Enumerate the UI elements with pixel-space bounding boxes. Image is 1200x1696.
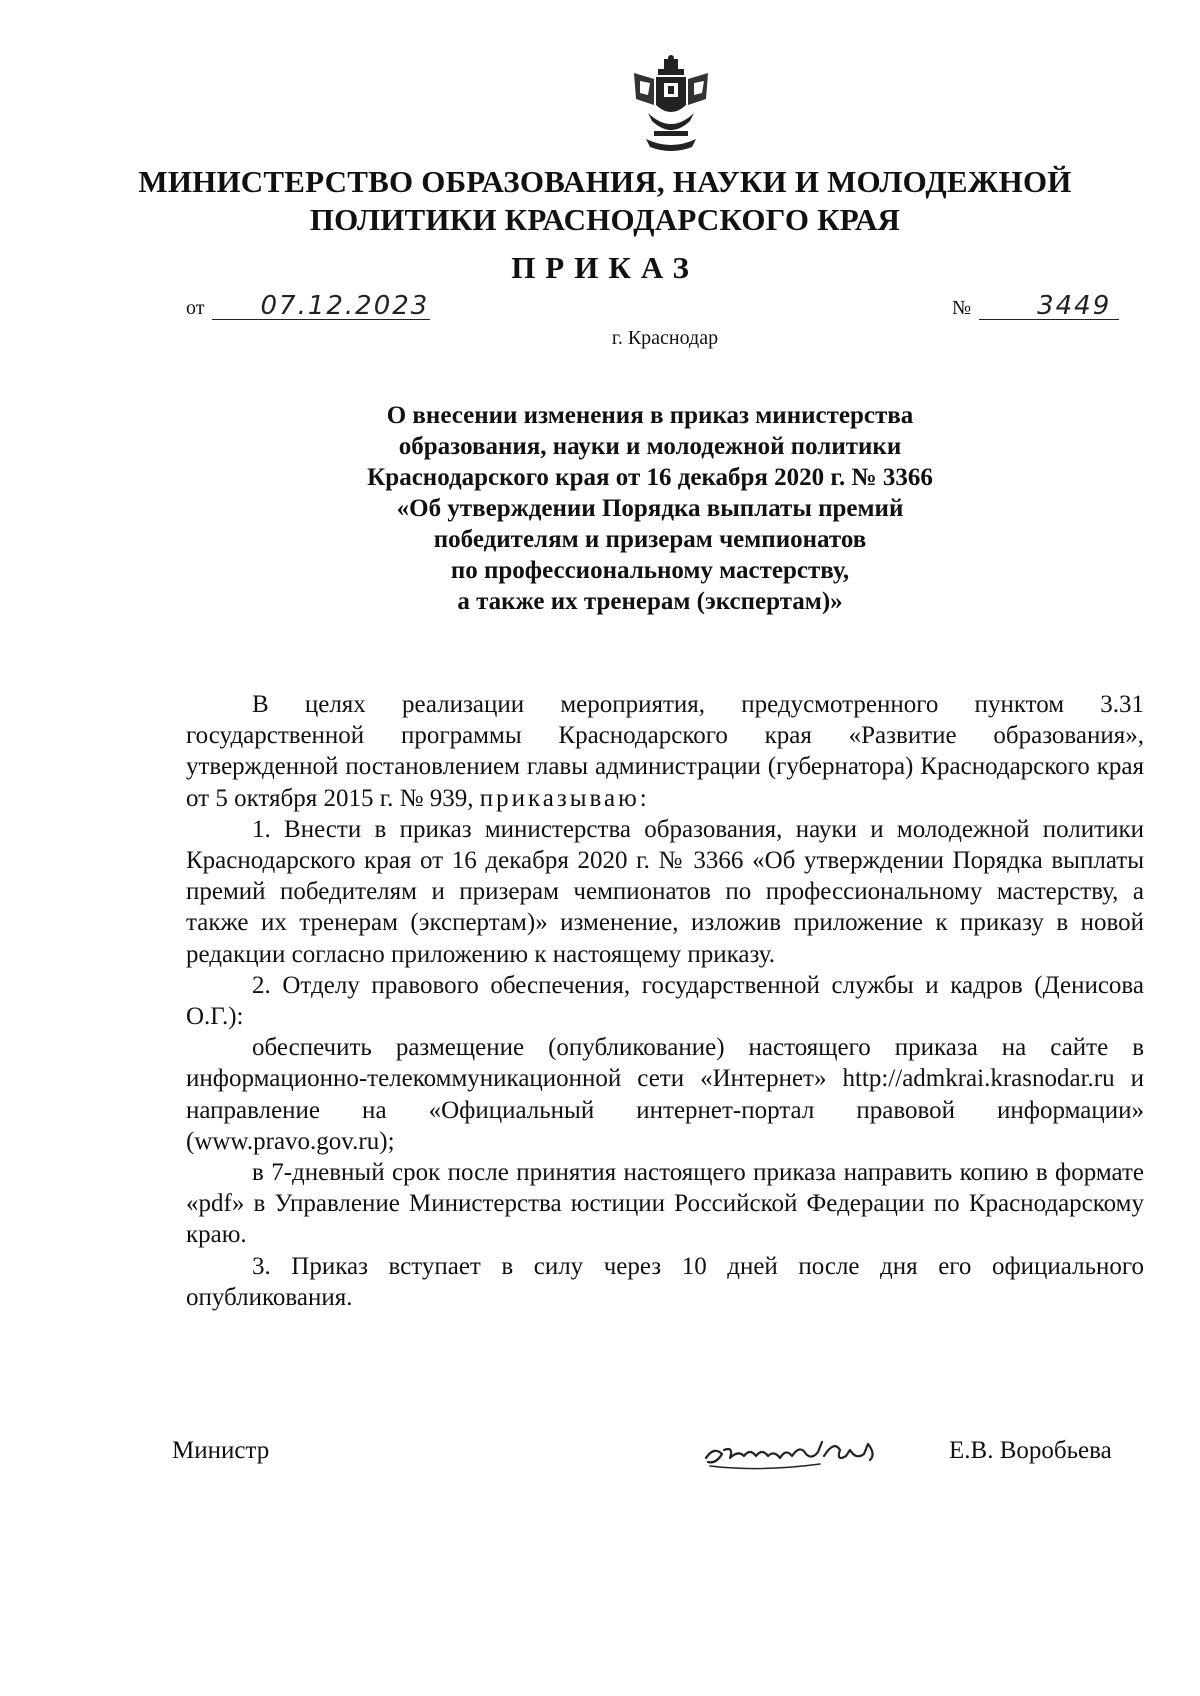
title-line: а также их тренерам (экспертам)»	[457, 588, 843, 615]
ministry-name-line-2: ПОЛИТИКИ КРАСНОДАРСКОГО КРАЯ	[309, 202, 901, 237]
coat-of-arms-icon	[628, 55, 714, 155]
title-line: образования, науки и молодежной политики	[398, 433, 902, 460]
order-body	[186, 689, 1144, 1313]
body-paragraph-item-1: 1. Внести в приказ министерства образования, науки и молодежной политики Краснодарского края от 16 декабря 2020 г. № 3366 «Об утверждении Порядка выплаты премий победителям и призерам чемпионатов по профессиональному мастерству, а также их тренерам (экспертам)» изменение, изложив приложение к приказу в новой редакции согласно приложению к настоящему приказу.	[186, 815, 1144, 968]
body-paragraph-item-2: 2. Отделу правового обеспечения, государственной службы и кадров (Денисова О.Г.):	[186, 971, 1144, 1031]
title-line: победителям и призерам чемпионатов	[433, 526, 867, 553]
title-line: по профессиональному мастерству,	[450, 557, 850, 584]
order-date	[186, 291, 430, 321]
order-verb: приказываю:	[479, 784, 650, 812]
body-paragraph-preamble	[186, 689, 1144, 814]
title-line: «Об утверждении Порядка выплаты премий	[396, 495, 904, 522]
title-line: Краснодарского края от 16 декабря 2020 г. № 3366	[367, 464, 933, 491]
date-value: 07.12.2023	[260, 291, 430, 321]
body-paragraph-item-2-pdf: в 7-дневный срок после принятия настоящего приказа направить копию в формате «pdf» в Управление Министерства юстиции Российской Федерации по Краснодарскому краю.	[186, 1159, 1144, 1249]
preamble-text: В целях реализации мероприятия, предусмотренного пунктом 3.31 государственной программы Краснодарского края «Развитие образования», утвержденной постановлением главы администрации (губернатора) Краснодарского края от 5 октября 2015 г. № 939,	[186, 691, 1144, 812]
number-value: 3449	[1037, 291, 1112, 321]
body-paragraph-item-3: 3. Приказ вступает в силу через 10 дней после дня его официального опубликования.	[186, 1252, 1144, 1311]
ministry-name-line-1: МИНИСТЕРСТВО ОБРАЗОВАНИЯ, НАУКИ И МОЛОДЕЖНОЙ	[138, 164, 1072, 199]
handwritten-signature-icon	[700, 1420, 920, 1480]
signer-role: Министр	[172, 1437, 270, 1464]
date-field	[212, 291, 430, 321]
date-prefix: от	[186, 297, 205, 319]
title-line: О внесении изменения в приказ министерства	[386, 402, 914, 429]
ministry-name	[120, 163, 1090, 239]
body-paragraph-item-2-publish: обеспечить размещение (опубликование) настоящего приказа на сайте в информационно-телекоммуникационной сети «Интернет» http://admkrai.krasnodar.ru и направление на «Официальный интернет-портал правовой информации» (www.pravo.gov.ru);	[186, 1034, 1144, 1155]
number-field	[979, 291, 1119, 321]
city: г. Краснодар	[611, 327, 719, 349]
order-heading: ПРИКАЗ	[511, 250, 699, 285]
number-prefix: №	[952, 297, 972, 319]
order-number	[952, 291, 1119, 321]
order-title	[200, 400, 1100, 617]
signer-name: Е.В. Воробьева	[949, 1437, 1112, 1464]
